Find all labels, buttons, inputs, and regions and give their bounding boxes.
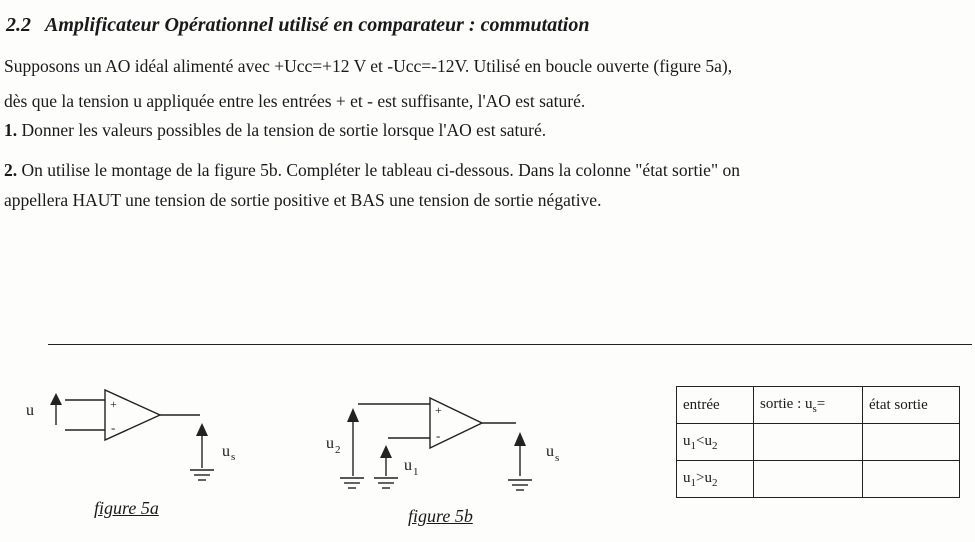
arrow-us-head (196, 423, 208, 436)
header-entree: entrée (677, 387, 754, 424)
row1-etat-cell[interactable] (863, 424, 960, 461)
table-row (677, 461, 960, 498)
arrow-u1-head (380, 445, 392, 458)
row1-a: u (683, 432, 691, 449)
section-heading (6, 14, 589, 37)
figure-5a-caption: figure 5a (94, 498, 159, 518)
row2-op: > (696, 469, 705, 486)
output-5b-label: u (546, 443, 554, 460)
row2-sortie-cell[interactable] (754, 461, 863, 498)
question-2-line-2: appellera HAUT une tension de sortie positive et BAS une tension de sortie négative. (4, 190, 602, 210)
answer-table (676, 386, 960, 498)
question-2-line-1: On utilise le montage de la figure 5b. Compléter le tableau ci-dessous. Dans la colonne "état sortie" on (21, 160, 740, 180)
separator-rule (48, 344, 972, 345)
arrow-u-head (50, 393, 62, 405)
output-5b-label-sub: s (555, 452, 560, 464)
row1-b: u (704, 432, 712, 449)
table-row (677, 424, 960, 461)
section-number: 2.2 (6, 14, 31, 36)
row1-op: < (696, 432, 705, 449)
header-sortie-suffix: = (816, 395, 826, 412)
row2-a-sub: 1 (690, 476, 696, 489)
output-label-us-sub: s (231, 451, 236, 463)
row2-condition (677, 461, 754, 498)
header-sortie-sub: s (812, 402, 817, 415)
intro-line-1: Supposons un AO idéal alimenté avec +Ucc=+12 V et -Ucc=-12V. Utilisé en boucle ouverte (figure 5a), (4, 56, 733, 76)
plus-sign-5b: + (435, 403, 442, 417)
section-title: Amplificateur Opérationnel utilisé en comparateur : commutation (45, 14, 590, 36)
arrow-us-5b-head (514, 432, 526, 446)
question-2-number: 2. (4, 160, 18, 180)
row2-b: u (704, 469, 712, 486)
question-1-text: Donner les valeurs possibles de la tension de sortie lorsque l'AO est saturé. (21, 120, 547, 140)
figure-5b-diagram (320, 390, 610, 500)
question-2 (4, 160, 740, 181)
minus-sign-5b: - (436, 428, 441, 443)
u2-label: u (326, 435, 334, 452)
question-1-number: 1. (4, 120, 18, 140)
header-sortie-prefix: sortie : u (760, 395, 813, 412)
figure-5a-diagram (20, 380, 280, 490)
table-header-row (677, 387, 960, 424)
row1-sortie-cell[interactable] (754, 424, 863, 461)
question-1 (4, 120, 546, 141)
plus-sign-5a: + (110, 397, 117, 411)
row2-a: u (683, 469, 691, 486)
row2-etat-cell[interactable] (863, 461, 960, 498)
minus-sign-5a: - (111, 420, 116, 435)
input-label-u: u (26, 402, 34, 419)
output-label-us: u (222, 443, 230, 460)
row1-condition (677, 424, 754, 461)
header-sortie (754, 387, 863, 424)
row2-b-sub: 2 (711, 476, 718, 489)
header-etat: état sortie (863, 387, 960, 424)
intro-line-2: dès que la tension u appliquée entre les entrées + et - est suffisante, l'AO est saturé. (4, 91, 586, 111)
row1-a-sub: 1 (690, 439, 696, 452)
u1-label: u (404, 457, 412, 474)
arrow-u2-head (347, 408, 359, 422)
figure-5b-caption: figure 5b (408, 506, 473, 526)
row1-b-sub: 2 (711, 439, 718, 452)
u2-label-sub: 2 (335, 444, 341, 456)
u1-label-sub: 1 (413, 466, 419, 478)
